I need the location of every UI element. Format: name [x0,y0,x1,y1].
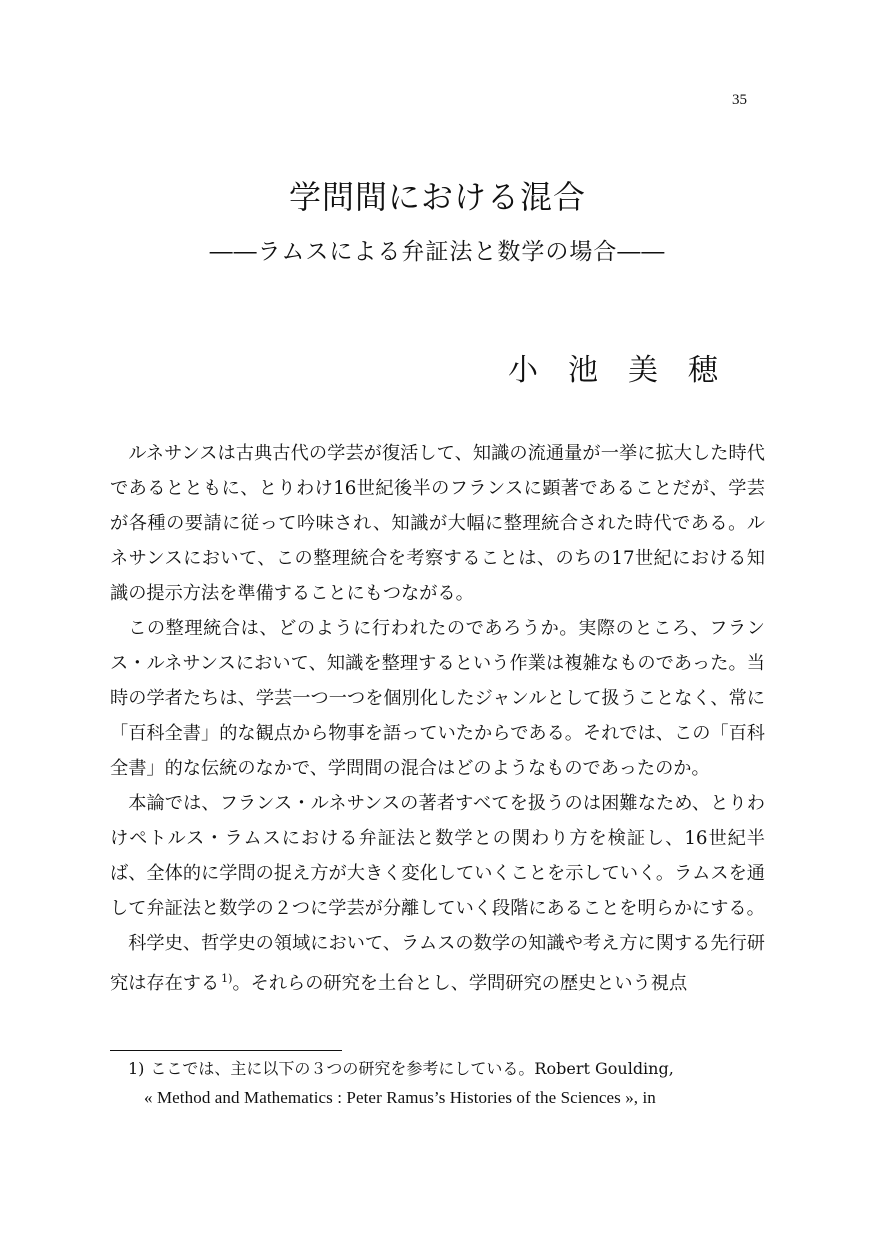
paragraph-4-text-before: 科学史、哲学史の領域において、ラムスの数学の知識や考え方に関する先行研究は存在する [110,933,765,994]
paragraph-2: この整理統合は、どのように行われたのであろうか。実際のところ、フランス・ルネサンスにおいて、知識を整理するという作業は複雑なものであった。当時の学者たちは、学芸一つ一つを個別化したジャンルとして扱うことなく、常に「百科全書」的な観点から物事を語っていたからである。それでは、この「百科全書」的な伝統のなかで、学問間の混合はどのようなものであったのか。 [110,618,765,779]
footnote-line-1: ここでは、主に以下の３つの研究を参考にしている。Robert Goulding, [150,1059,674,1078]
article-subtitle: ――ラムスによる弁証法と数学の場合―― [209,239,666,265]
page-number: 35 [732,92,747,108]
paragraph-4 [110,926,765,1001]
article-title: 学問間における混合 [288,178,586,216]
paragraph-3: 本論では、フランス・ルネサンスの著者すべてを扱うのは困難なため、とりわけペトルス・ラムスにおける弁証法と数学との関わり方を検証し、16世紀半ば、全体的に学問の捉え方が大きく変化していくことを示していく。ラムスを通して弁証法と数学の２つに学芸が分離していく段階にあることを明らかにする。 [110,793,765,919]
paragraph-4-text-after: 。それらの研究を土台とし、学問研究の歴史という視点 [232,973,688,994]
footnote-number: 1) [128,1059,145,1078]
footnote-line-2: « Method and Mathematics : Peter Ramus’s Histories of the Sciences », in [144,1088,656,1107]
footnote-reference: 1) [221,972,233,985]
paragraph-1: ルネサンスは古典古代の学芸が復活して、知識の流通量が一挙に拡大した時代であるとともに、とりわけ16世紀後半のフランスに顕著であることだが、学芸が各種の要請に従って吟味され、知識が大幅に整理統合された時代である。ルネサンスにおいて、この整理統合を考察することは、のちの17世紀における知識の提示方法を準備することにもつながる。 [110,443,765,604]
author-name: 小池美穂 [508,353,748,388]
body-text [110,436,765,1001]
footnote [128,1054,765,1112]
footnote-rule [110,1050,342,1051]
